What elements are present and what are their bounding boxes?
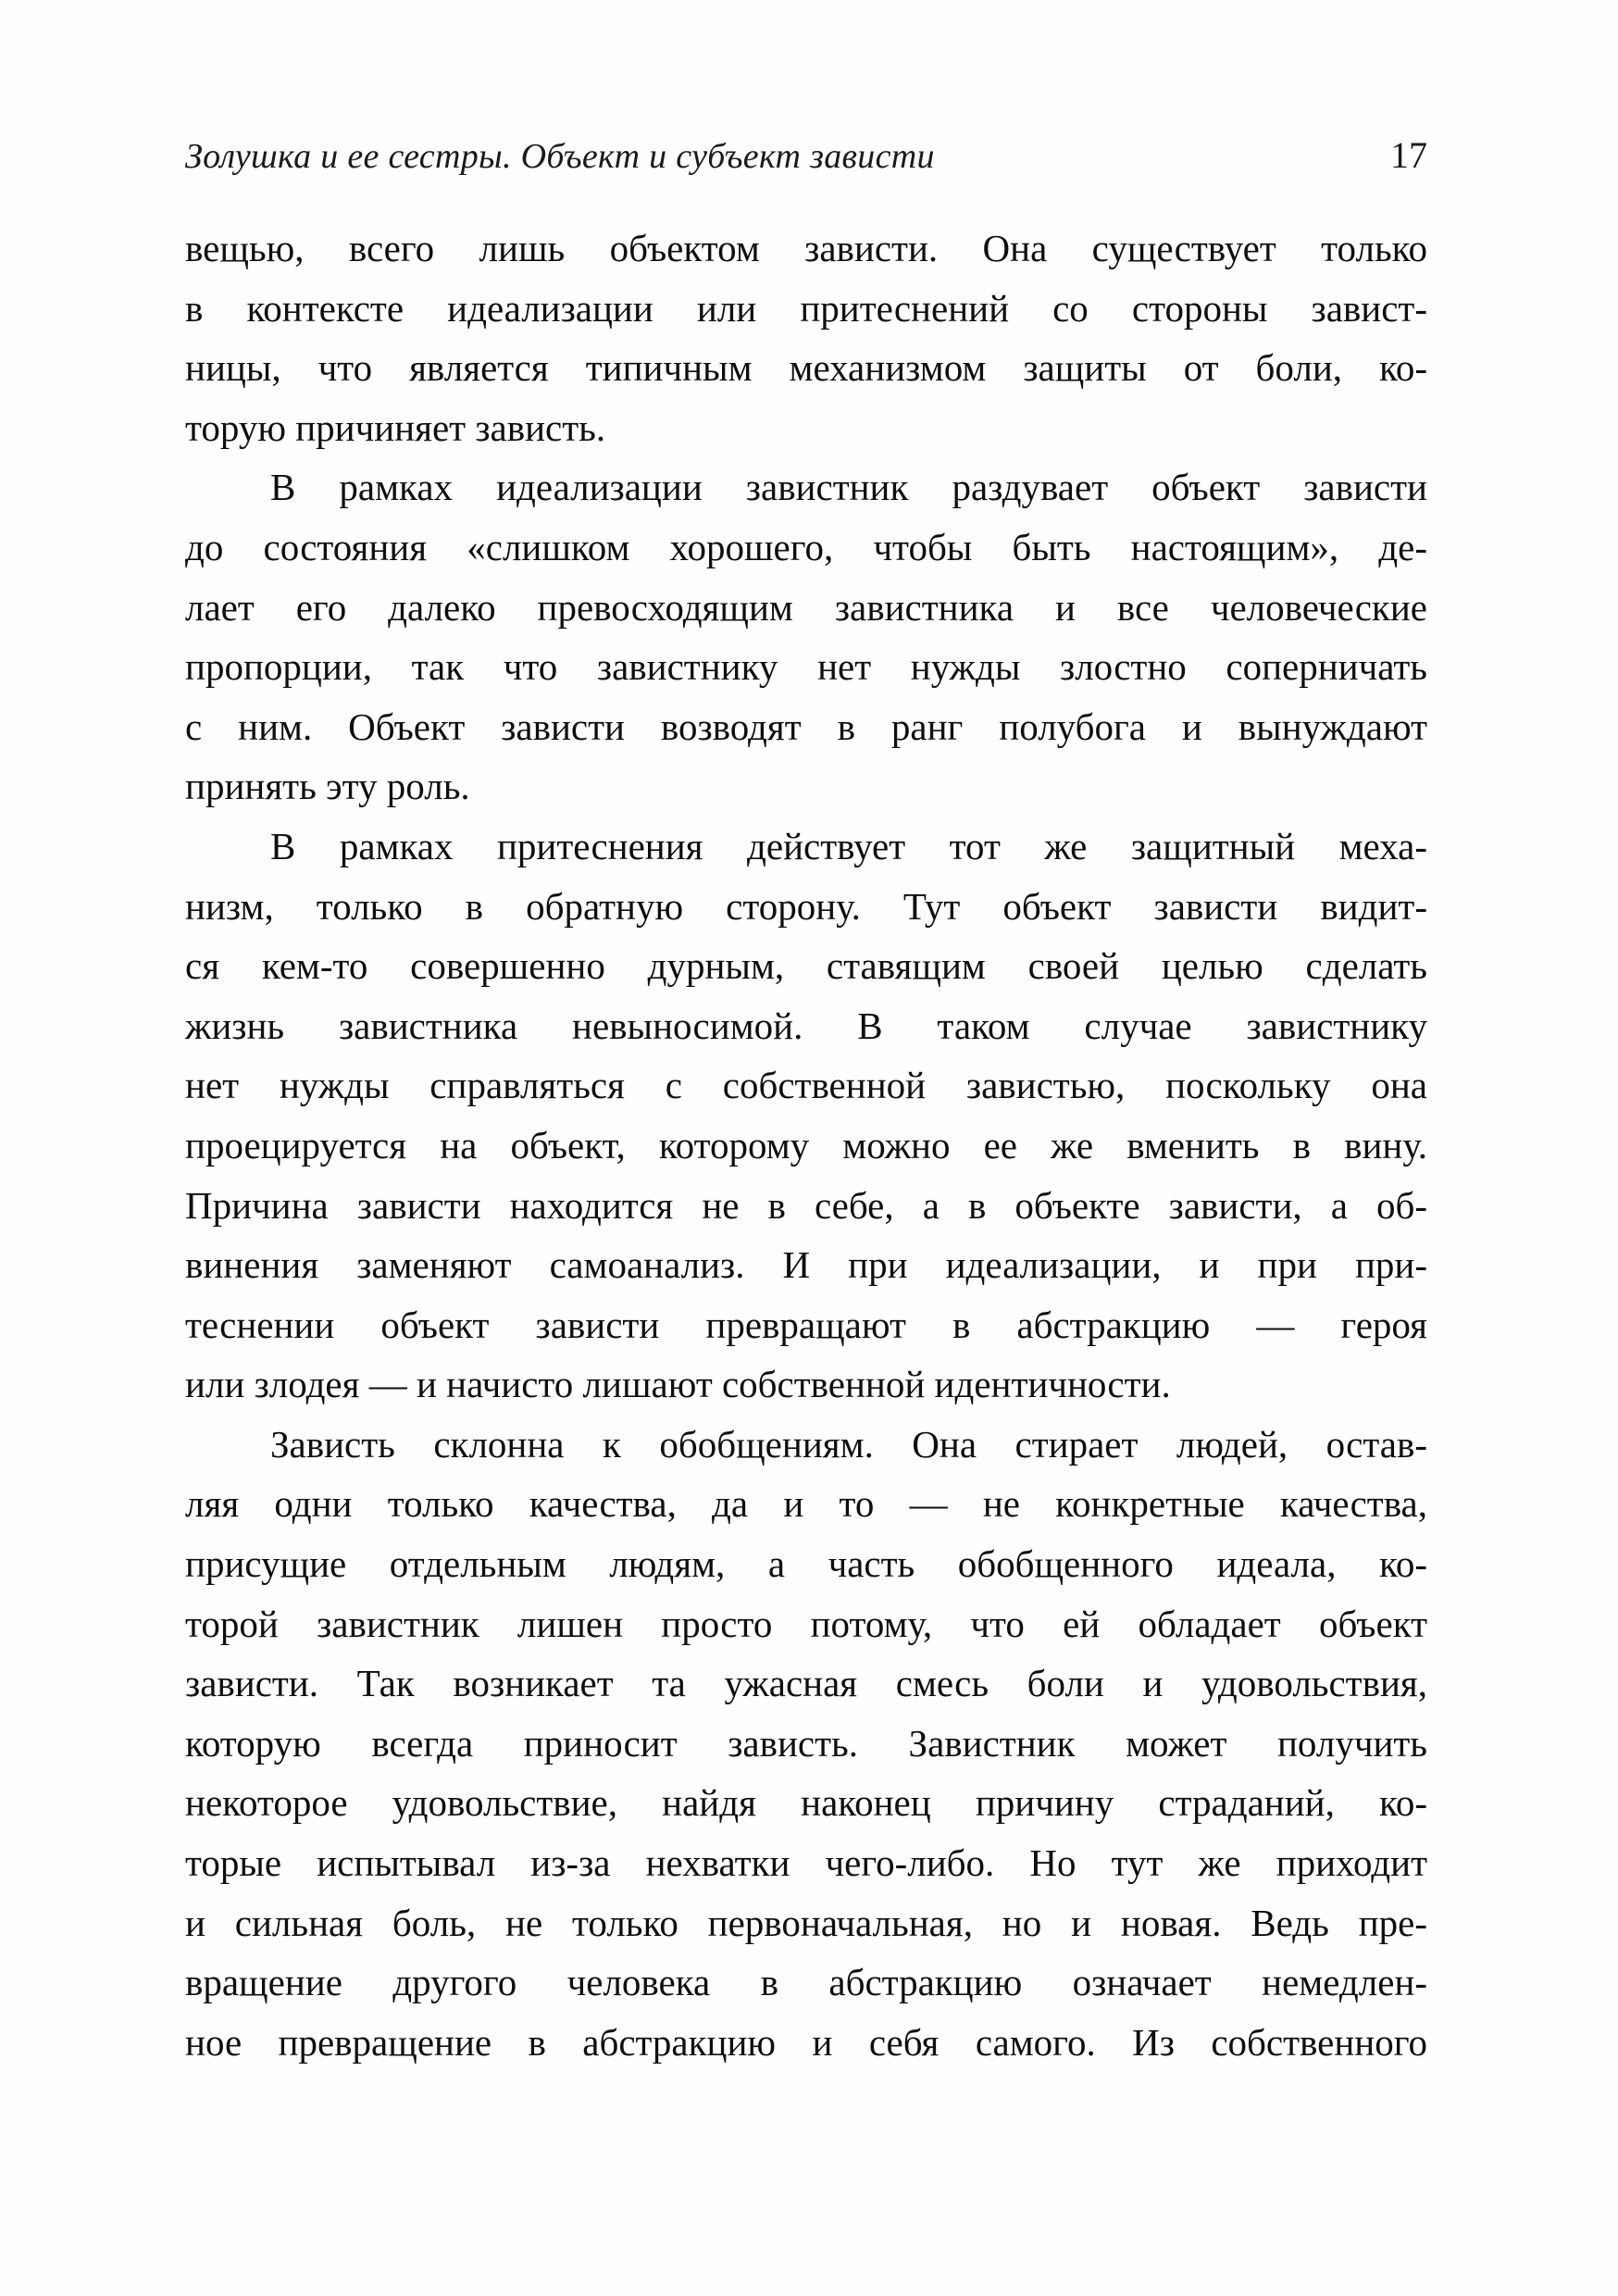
text-line: теснении объект зависти превращают в абстракцию — героя — [185, 1303, 1427, 1346]
text-line: с ним. Объект зависти возводят в ранг полубога и вынуждают — [185, 705, 1427, 748]
text-line: В рамках идеализации завистник раздувает объект зависти — [270, 466, 1427, 509]
text-line: нет нужды справляться с собственной завистью, поскольку она — [185, 1064, 1427, 1107]
text-line: винения заменяют самоанализ. И при идеализации, и при при- — [185, 1243, 1427, 1287]
running-title: Золушка и ее сестры. Объект и субъект зависти — [185, 137, 935, 176]
text-line: торые испытывал из-за нехватки чего-либо. Но тут же приходит — [185, 1841, 1427, 1885]
text-line: ляя одни только качества, да и то — не конкретные качества, — [185, 1482, 1427, 1526]
text-line: в контексте идеализации или притеснений со стороны завист- — [185, 286, 1427, 330]
text-line: до состояния «слишком хорошего, чтобы быть настоящим», де- — [185, 525, 1427, 568]
text-line: зависти. Так возникает та ужасная смесь боли и удовольствия, — [185, 1662, 1427, 1705]
text-line: или злодея — и начисто лишают собственной идентичности. — [185, 1363, 1171, 1406]
text-line: присущие отдельным людям, а часть обобщенного идеала, ко- — [185, 1542, 1427, 1586]
text-line: которую всегда приносит зависть. Завистник может получить — [185, 1721, 1427, 1765]
text-line: вещью, всего лишь объектом зависти. Она существует только — [185, 227, 1427, 269]
text-line: жизнь завистника невыносимой. В таком случае завистнику — [185, 1004, 1427, 1047]
text-line: Зависть склонна к обобщениям. Она стирает людей, остав- — [270, 1422, 1427, 1466]
text-line: вращение другого человека в абстракцию означает немедлен- — [185, 1961, 1427, 2004]
text-line: лает его далеко превосходящим завистника и все человеческие — [185, 585, 1427, 629]
text-line: пропорции, так что завистнику нет нужды злостно соперничать — [185, 645, 1427, 689]
page-number: 17 — [1390, 134, 1427, 176]
text-line: проецируется на объект, которому можно ее же вменить в вину. — [185, 1123, 1427, 1167]
text-line: В рамках притеснения действует тот же защитный меха- — [270, 824, 1427, 867]
text-line: ницы, что является типичным механизмом защиты от боли, ко- — [185, 346, 1427, 390]
text-line: некоторое удовольствие, найдя наконец причину страданий, ко- — [185, 1781, 1427, 1825]
text-line: торую причиняет зависть. — [185, 406, 606, 449]
body-text — [185, 218, 1427, 2072]
text-line: принять эту роль. — [185, 765, 470, 808]
text-line: торой завистник лишен просто потому, что ей обладает объект — [185, 1602, 1427, 1645]
text-line: низм, только в обратную сторону. Тут объект зависти видит- — [185, 884, 1427, 928]
text-line: ное превращение в абстракцию и себя самого. Из собственного — [185, 2020, 1427, 2064]
text-line: и сильная боль, не только первоначальная, но и новая. Ведь пре- — [185, 1901, 1427, 1944]
text-line: Причина зависти находится не в себе, а в объекте зависти, а об- — [185, 1183, 1427, 1227]
running-head — [185, 133, 1427, 179]
text-line: ся кем-то совершенно дурным, ставящим своей целью сделать — [185, 944, 1427, 988]
